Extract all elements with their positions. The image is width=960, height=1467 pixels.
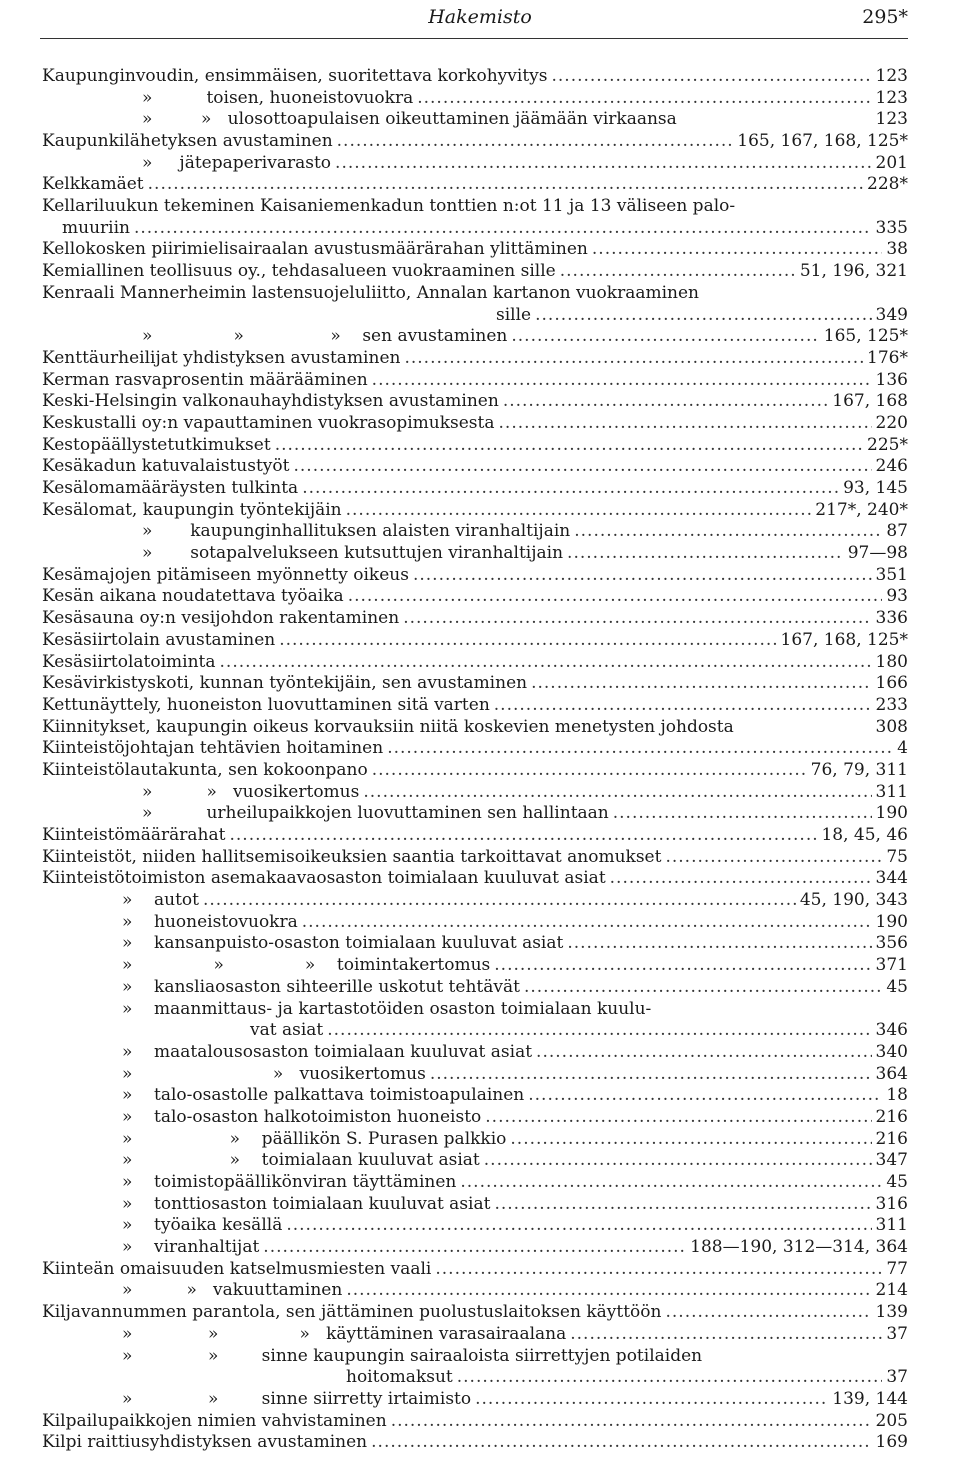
entry-text: » maanmittaus- ja kartastotöiden osaston toimialaan kuulu- — [122, 998, 652, 1019]
index-entry — [42, 1367, 908, 1389]
leader-dots — [536, 1042, 872, 1064]
entry-pages: 18, 45, 46 — [821, 825, 908, 846]
index-entry — [42, 1129, 908, 1151]
entry-pages: 347 — [875, 1150, 908, 1171]
entry-pages: 190 — [875, 911, 908, 932]
entry-text: » toimistopäällikönviran täyttäminen — [122, 1172, 457, 1193]
entry-pages: 93, 145 — [843, 478, 908, 499]
leader-dots — [460, 1172, 882, 1194]
entry-text: sille — [496, 304, 532, 325]
entry-text: » maatalousosaston toimialaan kuuluvat asiat — [122, 1041, 533, 1062]
index-entry — [42, 1107, 908, 1129]
entry-pages: 77 — [886, 1258, 908, 1279]
leader-dots — [510, 1129, 871, 1151]
entry-pages: 228* — [867, 174, 908, 195]
leader-dots — [430, 1064, 872, 1086]
index-entries — [42, 66, 908, 1454]
index-entry — [42, 847, 908, 869]
index-entry — [42, 261, 908, 283]
entry-pages: 188—190, 312—314, 364 — [690, 1237, 908, 1258]
leader-dots — [531, 673, 871, 695]
leader-dots — [494, 955, 871, 977]
entry-text: Kaupunginvoudin, ensimmäisen, suoritettava korkohyvitys — [42, 66, 548, 86]
entry-pages: 165, 125* — [823, 326, 908, 347]
entry-pages: 166 — [875, 673, 908, 694]
index-entry — [42, 131, 908, 153]
index-entry — [42, 196, 908, 218]
entry-text: » kansliaosaston sihteerille uskotut tehtävät — [122, 976, 520, 997]
entry-text: » » » sen avustaminen — [142, 326, 508, 347]
leader-dots — [134, 218, 872, 240]
entry-pages: 169 — [875, 1432, 908, 1453]
index-entry — [42, 1172, 908, 1194]
entry-text: Kellokosken piirimielisairaalan avustusmäärärahan ylittäminen — [42, 239, 588, 260]
index-entry — [42, 803, 908, 825]
leader-dots — [511, 326, 819, 348]
leader-dots — [293, 456, 871, 478]
index-entry — [42, 1215, 908, 1237]
leader-dots — [413, 565, 872, 587]
leader-dots — [220, 652, 872, 674]
entry-text: Kiinteistölautakunta, sen kokoonpano — [42, 760, 368, 780]
entry-text: » työaika kesällä — [122, 1215, 283, 1236]
leader-dots — [574, 521, 882, 543]
entry-pages: 346 — [875, 1020, 908, 1041]
entry-text: Kiinteistötoimiston asemakaavaosaston toimialaan kuuluvat asiat — [42, 868, 606, 889]
entry-pages: 38 — [886, 239, 908, 260]
entry-text: » » sinne kaupungin sairaaloista siirrettyjen potilaiden — [122, 1345, 703, 1366]
entry-text: Kerman rasvaprosentin määrääminen — [42, 369, 368, 390]
entry-pages: 51, 196, 321 — [799, 261, 908, 282]
leader-dots — [475, 1389, 828, 1411]
entry-text: » autot — [122, 890, 199, 911]
leader-dots — [335, 153, 872, 175]
leader-dots — [327, 1020, 871, 1042]
index-entry — [42, 1346, 908, 1368]
entry-pages: 201 — [875, 152, 908, 173]
index-entry — [42, 66, 908, 88]
entry-text: Kiinteän omaisuuden katselmusmiesten vaali — [42, 1258, 432, 1279]
leader-dots — [592, 240, 882, 262]
index-entry — [42, 391, 908, 413]
entry-text: Kesäsiirtolain avustaminen — [42, 629, 276, 650]
entry-text: » » ulosottoapulaisen oikeuttaminen jäämään virkaansa — [142, 109, 677, 130]
leader-dots — [665, 1302, 871, 1324]
entry-text: Kesälomamääräysten tulkinta — [42, 478, 299, 499]
index-entry — [42, 88, 908, 110]
entry-text: Kesäsauna oy:n vesijohdon rakentaminen — [42, 608, 400, 629]
entry-text: Kelkkamäet — [42, 174, 144, 195]
index-entry — [42, 565, 908, 587]
entry-pages: 336 — [875, 608, 908, 629]
entry-text: Kesälomat, kaupungin työntekijäin — [42, 499, 342, 520]
leader-dots — [203, 890, 796, 912]
index-entry — [42, 717, 908, 739]
entry-pages: 167, 168 — [832, 391, 908, 412]
entry-text: » sotapalvelukseen kutsuttujen viranhaltijain — [142, 543, 564, 564]
index-entry — [42, 760, 908, 782]
entry-pages: 316 — [875, 1193, 908, 1214]
index-entry — [42, 500, 908, 522]
entry-text: » » vuosikertomus — [142, 781, 360, 802]
entry-pages: 123 — [875, 66, 908, 86]
index-entry — [42, 1389, 908, 1411]
entry-text: Kesäkadun katuvalaistustyöt — [42, 456, 290, 477]
entry-text: Kesän aikana noudatettava työaika — [42, 586, 344, 607]
entry-text: » huoneistovuokra — [122, 911, 298, 932]
leader-dots — [551, 66, 871, 88]
index-entry — [42, 456, 908, 478]
leader-dots — [403, 608, 871, 630]
index-entry — [42, 109, 908, 131]
index-entry — [42, 977, 908, 999]
entry-text: Kesämajojen pitämiseen myönnetty oikeus — [42, 564, 409, 585]
entry-pages: 246 — [875, 456, 908, 477]
entry-pages: 220 — [875, 413, 908, 433]
entry-text: » viranhaltijat — [122, 1237, 260, 1258]
index-entry — [42, 283, 908, 305]
index-entry — [42, 174, 908, 196]
index-entry — [42, 652, 908, 674]
entry-text: » toisen, huoneistovuokra — [142, 87, 414, 108]
index-entry — [42, 608, 908, 630]
entry-pages: 37 — [886, 1323, 908, 1344]
index-entry — [42, 934, 908, 956]
entry-text: Kiinteistöt, niiden hallitsemisoikeuksien saantia tarkoittavat anomukset — [42, 846, 662, 867]
entry-pages: 364 — [875, 1063, 908, 1084]
entry-pages: 233 — [875, 694, 908, 715]
leader-dots — [387, 738, 893, 760]
leader-dots — [457, 1367, 883, 1389]
header-rule — [40, 38, 908, 39]
leader-dots — [494, 695, 872, 717]
leader-dots — [567, 934, 871, 956]
index-entry — [42, 1194, 908, 1216]
leader-dots — [665, 847, 882, 869]
index-entry — [42, 348, 908, 370]
index-entry — [42, 890, 908, 912]
entry-text: Keski-Helsingin valkonauhayhdistyksen avustaminen — [42, 391, 499, 412]
leader-dots — [279, 630, 776, 652]
entry-pages: 308 — [875, 716, 908, 737]
entry-pages: 216 — [875, 1107, 908, 1127]
entry-text: » urheilupaikkojen luovuttaminen sen hallintaan — [142, 803, 609, 824]
index-entry — [42, 738, 908, 760]
entry-pages: 344 — [875, 868, 908, 889]
entry-pages: 340 — [875, 1041, 908, 1062]
entry-text: Kesävirkistyskoti, kunnan työntekijäin, sen avustaminen — [42, 673, 528, 694]
entry-text: Kenttäurheilijat yhdistyksen avustaminen — [42, 347, 401, 368]
entry-text: Kiljavannummen parantola, sen jättäminen puolustuslaitoksen käyttöön — [42, 1302, 662, 1323]
leader-dots — [494, 1194, 871, 1216]
entry-pages: 136 — [875, 369, 908, 390]
page-number: 295* — [862, 6, 908, 28]
entry-pages: 356 — [875, 933, 908, 954]
entry-text: » » vakuuttaminen — [122, 1280, 343, 1301]
entry-pages: 139, 144 — [832, 1388, 908, 1409]
entry-text: » » » käyttäminen varasairaalana — [122, 1323, 567, 1344]
index-entry — [42, 1302, 908, 1324]
index-entry — [42, 1085, 908, 1107]
entry-text: vat asiat — [250, 1020, 324, 1041]
leader-dots — [567, 543, 844, 565]
entry-pages: 371 — [875, 955, 908, 976]
index-entry — [42, 630, 908, 652]
leader-dots — [499, 413, 872, 435]
index-entry — [42, 305, 908, 327]
index-entry — [42, 435, 908, 457]
leader-dots — [435, 1259, 882, 1281]
entry-text: » tonttiosaston toimialaan kuuluvat asiat — [122, 1193, 491, 1214]
index-entry — [42, 912, 908, 934]
leader-dots — [371, 1432, 871, 1454]
leader-dots — [560, 261, 796, 283]
entry-text: » » » toimintakertomus — [122, 955, 491, 976]
leader-dots — [485, 1107, 871, 1129]
entry-text: hoitomaksut — [346, 1367, 453, 1388]
entry-text: Kiinteistöjohtajan tehtävien hoitaminen — [42, 738, 384, 759]
leader-dots — [610, 868, 872, 890]
entry-text: » talo-osaston halkotoimiston huoneisto — [122, 1107, 482, 1127]
entry-pages: 214 — [875, 1280, 908, 1301]
index-entry — [42, 695, 908, 717]
leader-dots — [346, 500, 812, 522]
entry-pages: 123 — [875, 87, 908, 108]
leader-dots — [346, 1281, 871, 1303]
leader-dots — [286, 1215, 871, 1237]
leader-dots — [148, 174, 863, 196]
leader-dots — [337, 131, 734, 153]
index-entry — [42, 1281, 908, 1303]
leader-dots — [263, 1237, 686, 1259]
entry-text: » jätepaperivarasto — [142, 152, 332, 173]
index-entry — [42, 543, 908, 565]
entry-text: Kellariluukun tekeminen Kaisaniemenkadun tonttien n:ot 11 ja 13 väliseen palo- — [42, 196, 736, 217]
index-entry — [42, 218, 908, 240]
index-entry — [42, 478, 908, 500]
index-entry — [42, 413, 908, 435]
leader-dots — [535, 305, 871, 327]
leader-dots — [372, 760, 807, 782]
page-header — [0, 6, 960, 32]
index-entry — [42, 153, 908, 175]
entry-pages: 349 — [875, 304, 908, 325]
entry-pages: 180 — [875, 651, 908, 672]
entry-pages: 75 — [886, 846, 908, 867]
page-title: Hakemisto — [428, 6, 532, 28]
index-entry — [42, 240, 908, 262]
leader-dots — [484, 1150, 872, 1172]
entry-text: Kemiallinen teollisuus oy., tehdasalueen vuokraaminen sille — [42, 261, 556, 282]
entry-text: » kansanpuisto-osaston toimialaan kuuluvat asiat — [122, 933, 564, 954]
index-entry — [42, 1064, 908, 1086]
index-entry — [42, 326, 908, 348]
entry-pages: 45 — [886, 976, 908, 997]
entry-pages: 18 — [886, 1085, 908, 1106]
leader-dots — [613, 803, 872, 825]
entry-pages: 217*, 240* — [815, 499, 908, 520]
index-entry — [42, 587, 908, 609]
index-entry — [42, 1042, 908, 1064]
entry-pages: 87 — [886, 521, 908, 542]
index-entry — [42, 1259, 908, 1281]
entry-pages: 190 — [875, 803, 908, 824]
entry-text: » » sinne siirretty irtaimisto — [122, 1388, 472, 1409]
index-entry — [42, 955, 908, 977]
index-entry — [42, 521, 908, 543]
leader-dots — [348, 587, 883, 609]
entry-pages: 311 — [875, 781, 908, 802]
entry-pages: 335 — [875, 217, 908, 238]
entry-text: Kiinteistömäärärahat — [42, 825, 226, 846]
index-entry — [42, 673, 908, 695]
entry-text: » » vuosikertomus — [122, 1063, 426, 1084]
entry-text: » kaupunginhallituksen alaisten viranhaltijain — [142, 521, 571, 542]
entry-text: muuriin — [62, 217, 130, 238]
entry-text: Kiinnitykset, kaupungin oikeus korvauksiin niitä koskevien menetysten johdosta — [42, 716, 734, 737]
index-entry — [42, 1432, 908, 1454]
index-entry — [42, 868, 908, 890]
entry-pages: 37 — [886, 1367, 908, 1388]
entry-pages: 216 — [875, 1128, 908, 1149]
entry-pages: 76, 79, 311 — [810, 760, 908, 780]
index-entry — [42, 1324, 908, 1346]
entry-pages: 205 — [875, 1410, 908, 1431]
entry-text: Kilpailupaikkojen nimien vahvistaminen — [42, 1410, 387, 1431]
index-entry — [42, 1020, 908, 1042]
entry-text: » » toimialaan kuuluvat asiat — [122, 1150, 480, 1171]
leader-dots — [275, 435, 863, 457]
index-entry — [42, 825, 908, 847]
leader-dots — [417, 88, 871, 110]
leader-dots — [524, 977, 882, 999]
leader-dots — [528, 1085, 882, 1107]
entry-text: Kilpi raittiusyhdistyksen avustaminen — [42, 1432, 368, 1453]
entry-pages: 167, 168, 125* — [780, 629, 908, 650]
entry-text: Keskustalli oy:n vapauttaminen vuokrasopimuksesta — [42, 413, 495, 433]
entry-pages: 45, 190, 343 — [799, 890, 908, 911]
entry-text: Kettunäyttely, huoneiston luovuttaminen sitä varten — [42, 694, 490, 715]
entry-pages: 97—98 — [847, 543, 908, 564]
index-entry — [42, 782, 908, 804]
entry-pages: 45 — [886, 1172, 908, 1193]
entry-pages: 93 — [886, 586, 908, 607]
entry-pages: 351 — [875, 564, 908, 585]
entry-pages: 165, 167, 168, 125* — [737, 131, 908, 152]
leader-dots — [570, 1324, 882, 1346]
index-entry — [42, 370, 908, 392]
entry-pages: 225* — [867, 434, 908, 455]
entry-text: » talo-osastolle palkattava toimistoapulainen — [122, 1085, 525, 1106]
leader-dots — [302, 478, 839, 500]
entry-text: Kesäsiirtolatoiminta — [42, 651, 216, 672]
entry-text: Kenraali Mannerheimin lastensuojeluliitto, Annalan kartanon vuokraaminen — [42, 282, 699, 303]
leader-dots — [229, 825, 817, 847]
entry-pages: 139 — [875, 1302, 908, 1323]
leader-dots — [404, 348, 863, 370]
index-entry — [42, 1150, 908, 1172]
entry-pages: 311 — [875, 1215, 908, 1236]
index-entry — [42, 1411, 908, 1433]
leader-dots — [302, 912, 872, 934]
leader-dots — [503, 391, 828, 413]
entry-text: » » päällikön S. Purasen palkkio — [122, 1128, 507, 1149]
leader-dots — [391, 1411, 872, 1433]
entry-text: Kaupunkilähetyksen avustaminen — [42, 131, 333, 152]
entry-pages: 123 — [875, 109, 908, 130]
entry-pages: 4 — [897, 738, 908, 759]
index-entry — [42, 999, 908, 1021]
leader-dots — [372, 370, 872, 392]
entry-text: Kestopäällystetutkimukset — [42, 434, 271, 455]
entry-pages: 176* — [867, 347, 908, 368]
leader-dots — [363, 782, 871, 804]
index-entry — [42, 1237, 908, 1259]
